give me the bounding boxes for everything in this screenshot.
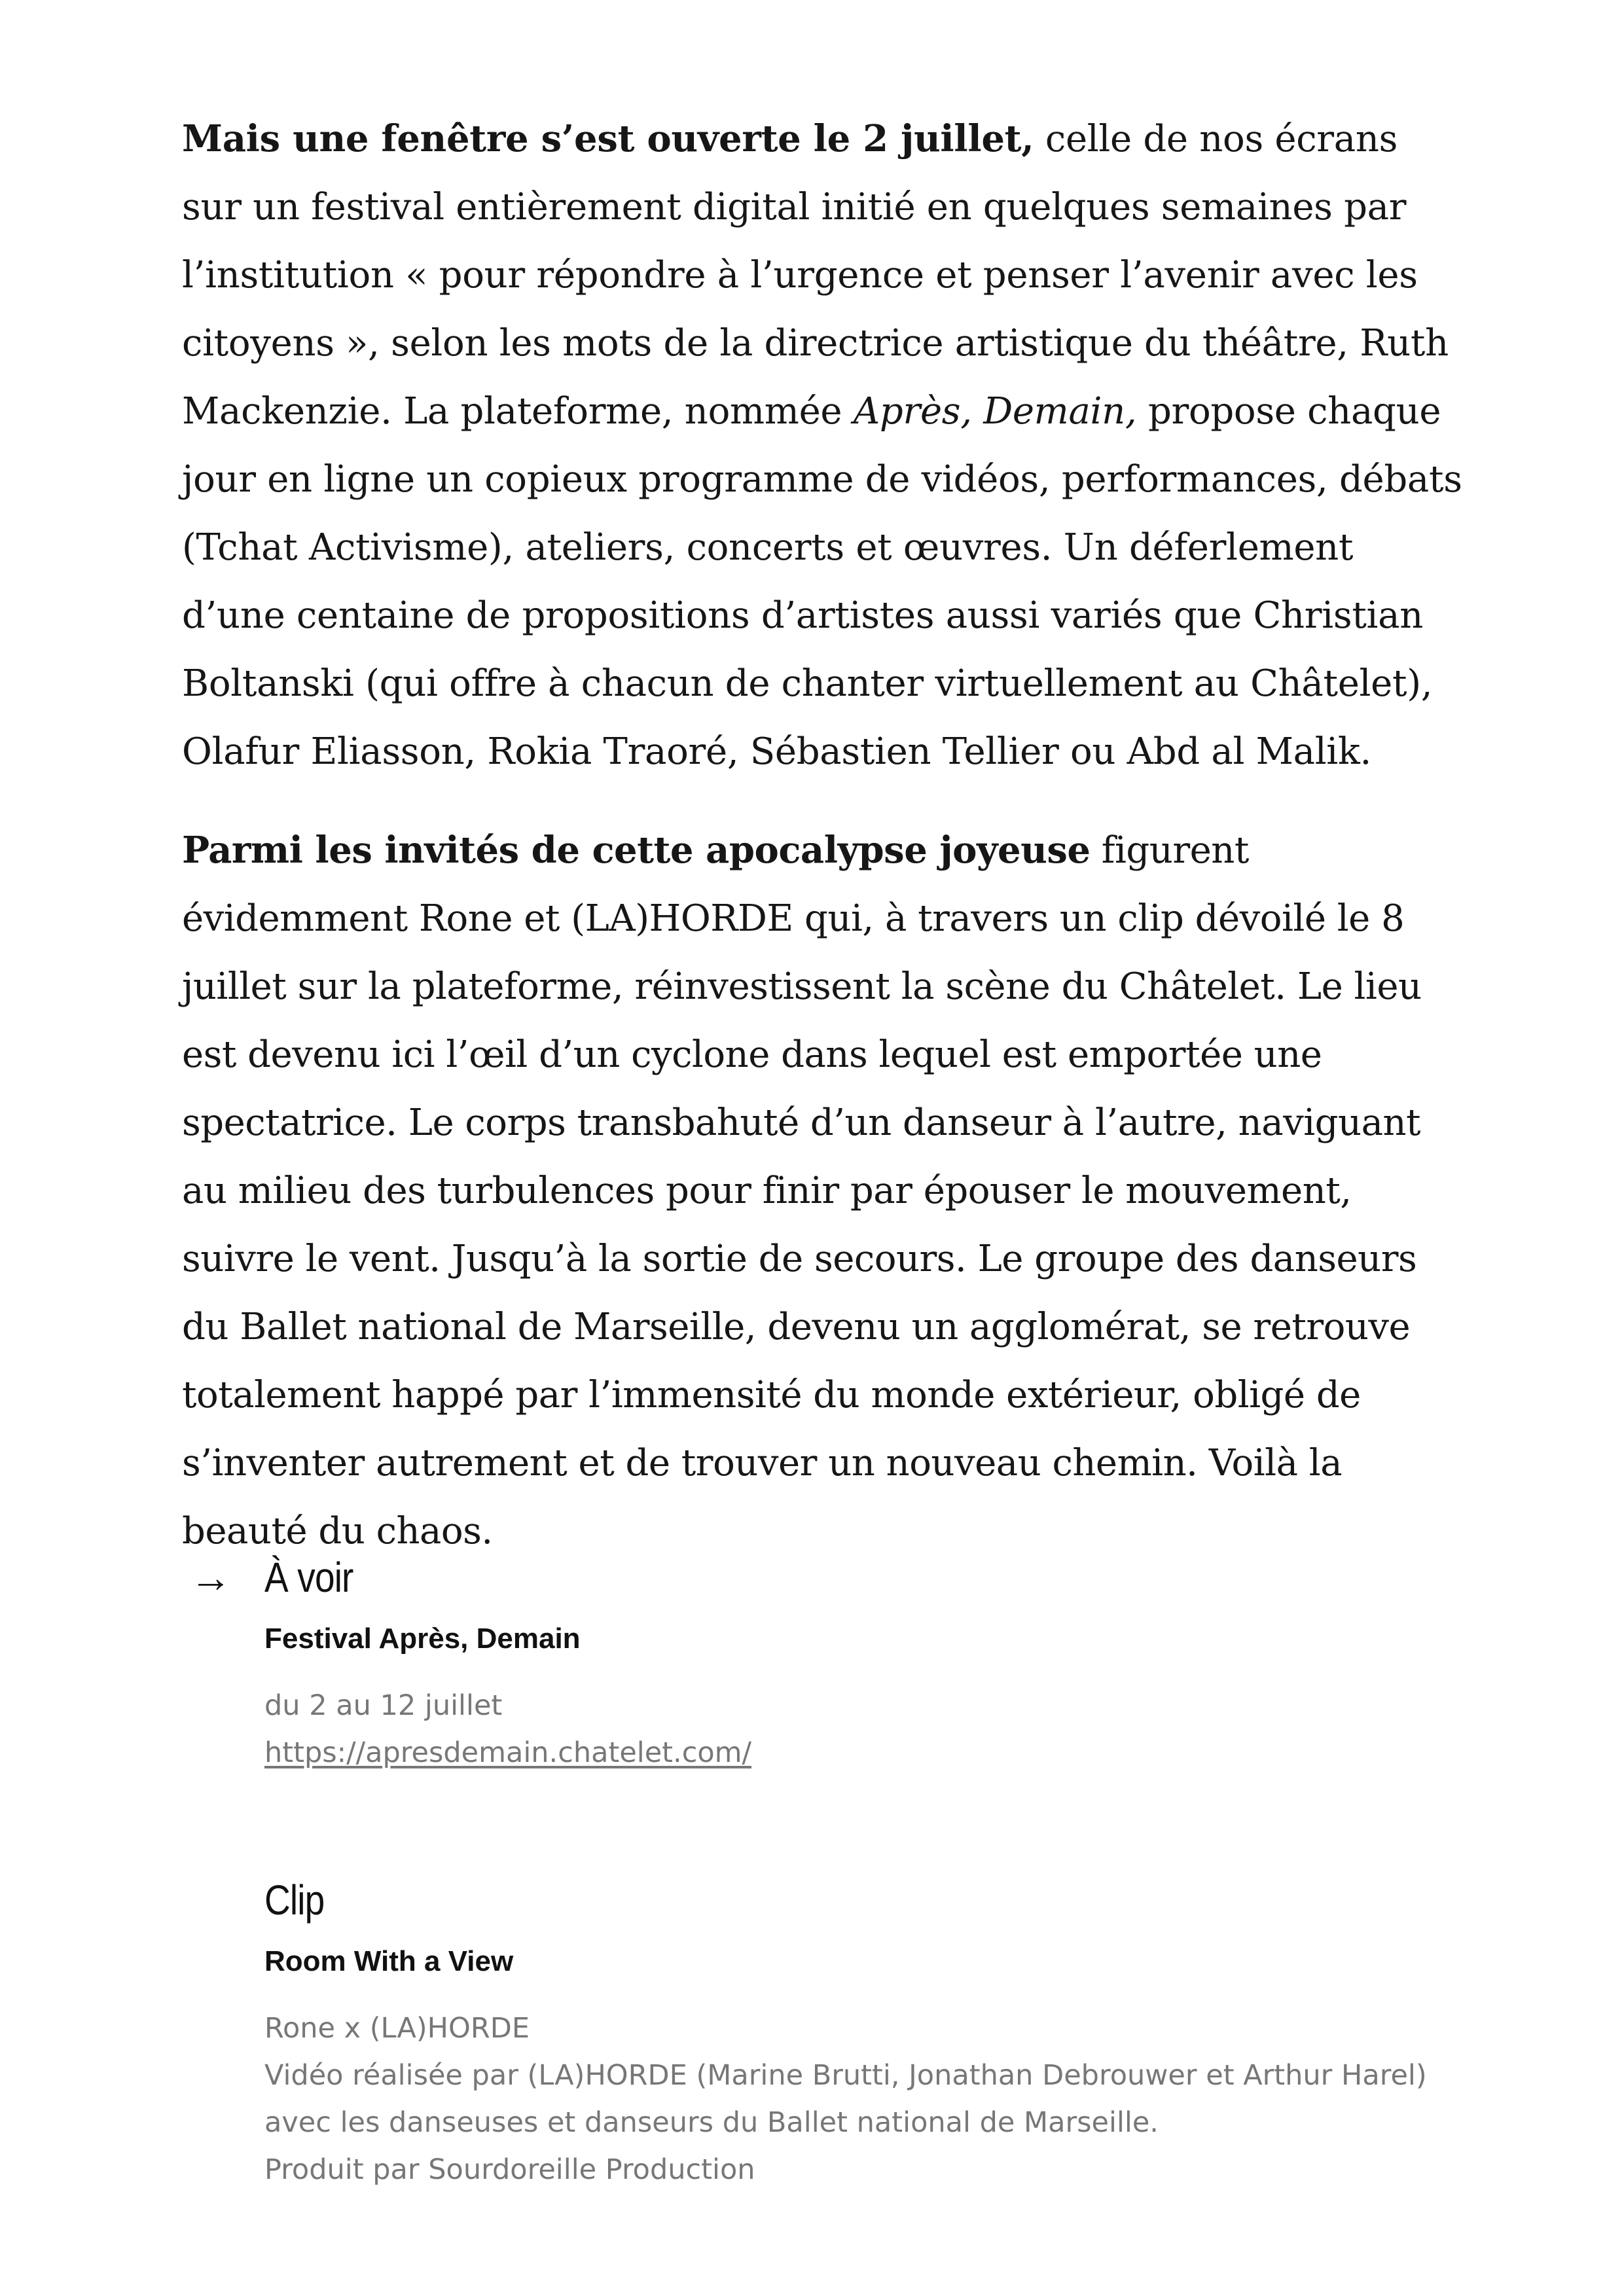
festival-dates: du 2 au 12 juillet <box>264 1689 503 1722</box>
clip-title: Room With a View <box>264 1945 514 1977</box>
paragraph-clip <box>182 816 1465 1566</box>
paragraph-festival <box>182 105 1465 786</box>
clip-block <box>264 1874 1491 2193</box>
festival-link[interactable]: https://apresdemain.chatelet.com/ <box>264 1736 752 1769</box>
festival-title: Festival Après, Demain <box>264 1623 581 1655</box>
clip-credit-line: Vidéo réalisée par (LA)HORDE (Marine Brutti, Jonathan Debrouwer et Arthur Harel) <box>264 2059 1427 2092</box>
paragraph-clip-text: figurent évidemment Rone et (LA)HORDE qui, à travers un clip dévoilé le 8 juillet sur la plateforme, réinvestissent la scène du Châtelet. Le lieu est devenu ici l’œil d’un cyclone dans lequel est emportée une spectatrice. Le corps transbahuté d’un danseur à l’autre, naviguant au milieu des turbulences pour finir par épouser le mouvement, suivre le vent. Jusqu’à la sortie de secours. Le groupe des danseurs du Ballet national de Marseille, devenu un agglomérat, se retrouve totalement happé par l’immensité du monde extérieur, obligé de s’inventer autrement et de trouver un nouveau chemin. Voilà la beauté du chaos. <box>182 829 1422 1552</box>
clip-credit-line: avec les danseuses et danseurs du Ballet national de Marseille. <box>264 2106 1159 2139</box>
clip-heading: Clip <box>264 1876 325 1924</box>
a-voir-block <box>264 1551 1491 1776</box>
clip-credits <box>264 2052 1491 2193</box>
a-voir-heading: À voir <box>264 1554 353 1601</box>
article-body <box>182 105 1465 1566</box>
festival-name-italic: Après, Demain, <box>853 390 1137 433</box>
arrow-right-icon: → <box>190 1554 232 1601</box>
a-voir-section <box>182 1551 1491 1776</box>
paragraph-festival-lead: Mais une fenêtre s’est ouverte le 2 juillet, <box>182 117 1034 160</box>
paragraph-clip-lead: Parmi les invités de cette apocalypse joyeuse <box>182 829 1091 872</box>
paragraph-festival-text-a: celle de nos écrans sur un festival entièrement digital initié en quelques semaines par l’institution « pour répondre à l’urgence et penser l’avenir avec les citoyens », selon les mots de la directrice artistique du théâtre, Ruth Mackenzie. La plateforme, nommée <box>182 118 1449 433</box>
clip-credit-line: Produit par Sourdoreille Production <box>264 2153 755 2186</box>
paragraph-festival-text-b: propose chaque jour en ligne un copieux programme de vidéos, performances, débats (Tchat Activisme), ateliers, concerts et œuvres. Un déferlement d’une centaine de propositions d’artistes aussi variés que Christian Boltanski (qui offre à chacun de chanter virtuellement au Châtelet), Olafur Eliasson, Rokia Traoré, Sébastien Tellier ou Abd al Malik. <box>182 390 1462 773</box>
clip-artists: Rone x (LA)HORDE <box>264 2012 530 2045</box>
clip-section <box>182 1874 1491 2193</box>
